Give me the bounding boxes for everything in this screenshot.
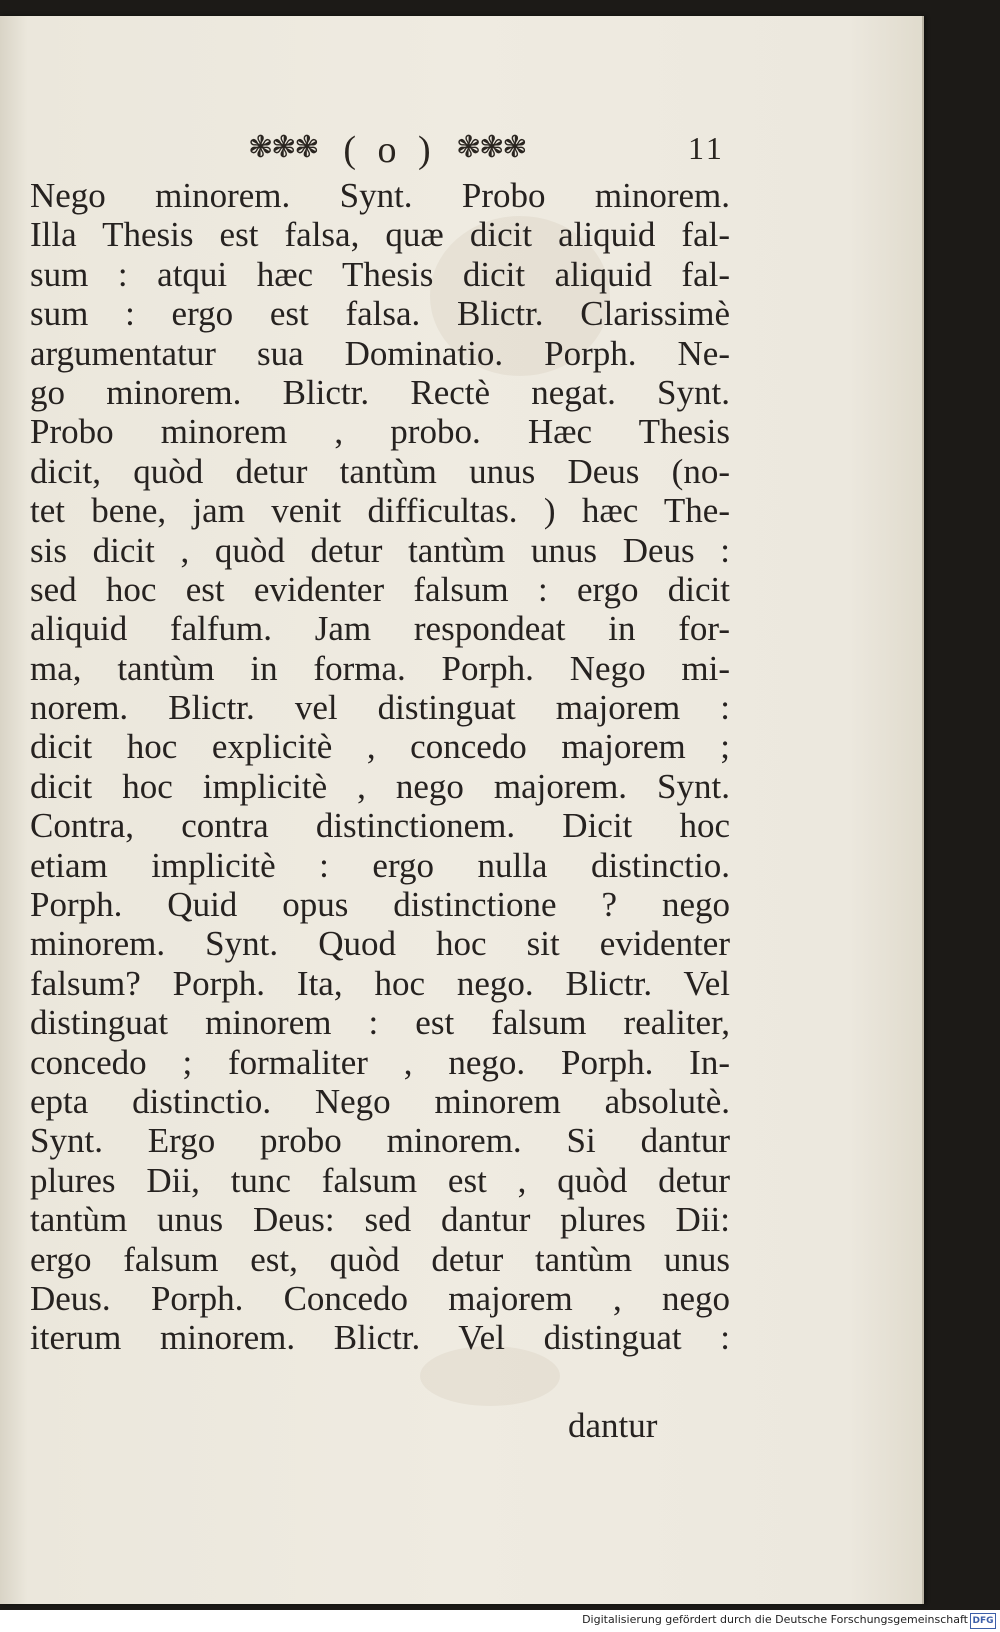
body-text bbox=[30, 176, 730, 1358]
text-line: falsum? Porph. Ita, hoc nego. Blictr. Vel bbox=[30, 963, 730, 1003]
text-line: dicit, quòd detur tantùm unus Deus (no- bbox=[30, 451, 730, 491]
text-line: Porph. Quid opus distinctione ? nego bbox=[30, 885, 730, 925]
text-line: sis dicit , quòd detur tantùm unus Deus : bbox=[30, 530, 730, 570]
text-line: aliquid falfum. Jam respondeat in for- bbox=[30, 609, 730, 649]
footer-bar bbox=[0, 1610, 1000, 1632]
catchword: dantur bbox=[568, 1406, 658, 1445]
text-line: sum : ergo est falsa. Blictr. Clarissimè bbox=[30, 294, 730, 334]
text-line: norem. Blictr. vel distinguat majorem : bbox=[30, 688, 730, 728]
header-page-mark: ( o ) bbox=[343, 129, 437, 171]
text-line: Nego minorem. Synt. Probo minorem. bbox=[30, 176, 730, 215]
book-page bbox=[0, 16, 924, 1604]
ornament-right-icon: ❃❃❃ bbox=[456, 130, 526, 165]
text-line: Deus. Porph. Concedo majorem , nego bbox=[30, 1278, 730, 1318]
text-line: ergo falsum est, quòd detur tantùm unus bbox=[30, 1239, 730, 1279]
text-line: dicit hoc implicitè , nego majorem. Synt. bbox=[30, 766, 730, 806]
text-line: dicit hoc explicitè , concedo majorem ; bbox=[30, 727, 730, 767]
text-line: argumentatur sua Dominatio. Porph. Ne- bbox=[30, 333, 730, 373]
text-line: sum : atqui hæc Thesis dicit aliquid fal- bbox=[30, 254, 730, 294]
text-line: distinguat minorem : est falsum realiter, bbox=[30, 1003, 730, 1043]
dfg-logo-icon: DFG bbox=[970, 1613, 996, 1629]
text-line: minorem. Synt. Quod hoc sit evidenter bbox=[30, 924, 730, 964]
text-line: iterum minorem. Blictr. Vel distinguat : bbox=[30, 1318, 730, 1358]
text-line: sed hoc est evidenter falsum : ergo dicit bbox=[30, 569, 730, 609]
text-line: Contra, contra distinctionem. Dicit hoc bbox=[30, 806, 730, 846]
running-header bbox=[0, 124, 922, 176]
text-line: plures Dii, tunc falsum est , quòd detur bbox=[30, 1160, 730, 1200]
page-number: 11 bbox=[688, 130, 725, 166]
text-line: Probo minorem , probo. Hæc Thesis bbox=[30, 412, 730, 452]
text-line: go minorem. Blictr. Rectè negat. Synt. bbox=[30, 372, 730, 412]
text-line: concedo ; formaliter , nego. Porph. In- bbox=[30, 1042, 730, 1082]
text-line: ma, tantùm in forma. Porph. Nego mi- bbox=[30, 648, 730, 688]
text-line: etiam implicitè : ergo nulla distinctio. bbox=[30, 845, 730, 885]
text-line: epta distinctio. Nego minorem absolutè. bbox=[30, 1081, 730, 1121]
text-line: Illa Thesis est falsa, quæ dicit aliquid fal- bbox=[30, 215, 730, 255]
text-line: Synt. Ergo probo minorem. Si dantur bbox=[30, 1121, 730, 1161]
ornament-left-icon: ❃❃❃ bbox=[248, 130, 318, 165]
footer-credit: Digitalisierung gefördert durch die Deutsche Forschungsgemeinschaft bbox=[582, 1613, 968, 1626]
text-line: tantùm unus Deus: sed dantur plures Dii: bbox=[30, 1200, 730, 1240]
text-line: tet bene, jam venit difficultas. ) hæc The- bbox=[30, 491, 730, 531]
